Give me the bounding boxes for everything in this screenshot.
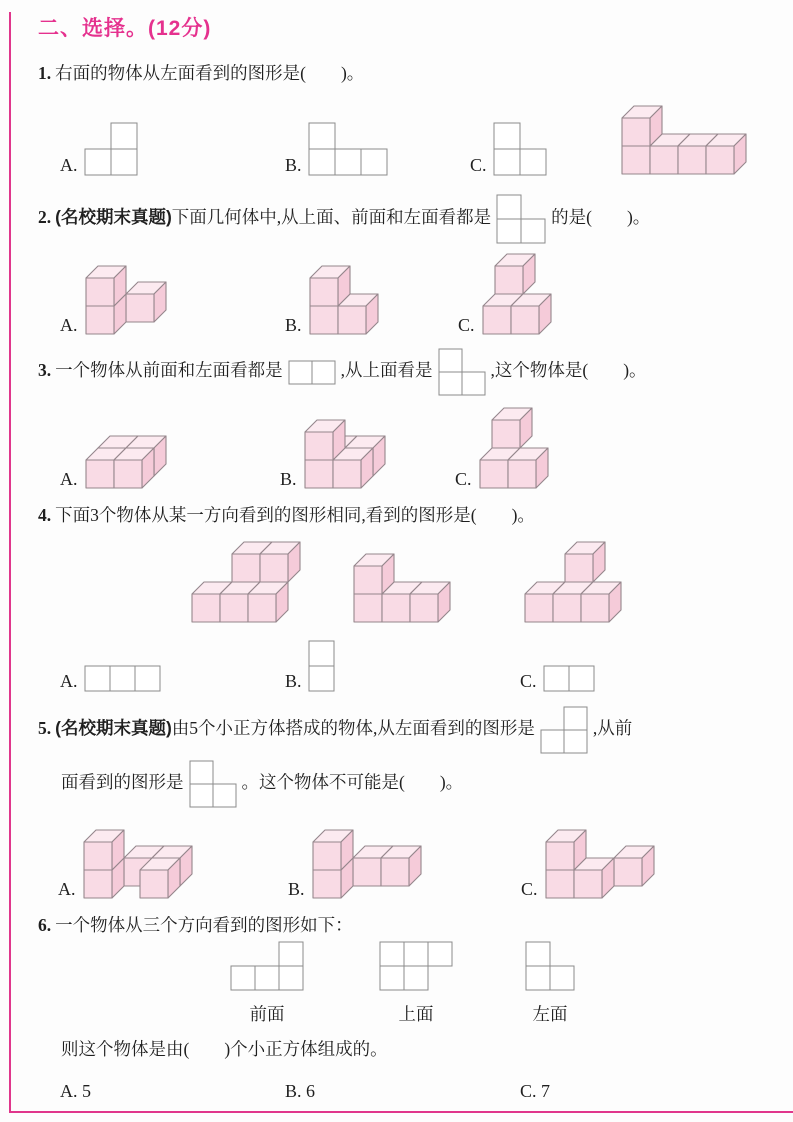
q4-figure-2-drawing — [352, 552, 452, 624]
q5-option-c — [521, 816, 656, 900]
q4-option-b-view-shape — [308, 640, 335, 692]
q5-option-b — [288, 816, 423, 900]
q4-option-a — [60, 665, 161, 692]
q6-option-b: B. 6 — [285, 1081, 316, 1101]
q2-option-a-label: A. — [60, 315, 78, 335]
q2-option-a-cube-figure — [84, 252, 168, 336]
question-6-text: 6. 一个物体从三个方向看到的图形如下： — [38, 915, 353, 935]
q4-option-a-view-shape — [84, 665, 161, 692]
question-1-text: 1. 右面的物体从左面看到的图形是( )。 — [38, 63, 365, 83]
question-4-options-row — [38, 638, 763, 692]
q6-left-view — [525, 941, 575, 1026]
question-5-options-row — [38, 814, 763, 900]
question-6-views-row — [38, 946, 763, 1026]
section-title: 二、选择。(12分) — [38, 17, 212, 40]
q3-option-c-label: C. — [455, 469, 472, 489]
q2-inline-view-shape — [496, 194, 546, 244]
q1-option-b — [285, 122, 388, 176]
question-6-text2: 则这个物体是由( )个小正方体组成的。 — [61, 1039, 388, 1059]
q2-option-a — [60, 252, 168, 336]
q1-option-c-view-shape — [493, 122, 547, 176]
q5-option-b-label: B. — [288, 879, 305, 899]
q3-inline-view-shape-1 — [288, 360, 336, 385]
question-2-number: 2. — [38, 207, 52, 228]
q6-front-view — [230, 941, 304, 1026]
q3-option-a-label: A. — [60, 469, 78, 489]
q5-option-a-label: A. — [58, 879, 76, 899]
page-bottom-border — [9, 1111, 793, 1113]
q4-figure-3 — [523, 540, 635, 624]
q1-option-b-view-shape — [308, 122, 388, 176]
q5-option-c-label: C. — [521, 879, 538, 899]
q5-option-a-cube-figure — [82, 816, 194, 900]
question-2-tag: (名校期末真题) — [55, 207, 172, 228]
question-2-text: 2. (名校期末真题)下面几何体中,从上面、前面和左面看都是 的是( )。 — [38, 192, 763, 246]
q5-inline-view-shape-2 — [189, 760, 237, 808]
question-3-number: 3. — [38, 360, 52, 381]
q3-inline-view-shape-2 — [438, 348, 486, 396]
q1-cube-figure — [620, 104, 748, 176]
q3-option-c — [455, 406, 562, 490]
q4-figure-1 — [190, 540, 302, 624]
q6-front-view-label: 前面 — [249, 1004, 285, 1024]
q6-front-view-shape — [230, 941, 304, 996]
q6-option-a: A. 5 — [60, 1081, 91, 1101]
q2-option-b-label: B. — [285, 315, 302, 335]
q6-top-view-label: 上面 — [398, 1004, 434, 1024]
q4-figure-2 — [352, 552, 452, 624]
q1-option-a-view-shape — [84, 122, 138, 176]
q3-option-b-label: B. — [280, 469, 297, 489]
q1-option-a — [60, 122, 138, 176]
q2-option-c-label: C. — [458, 315, 475, 335]
q4-option-c-view-shape — [543, 665, 595, 692]
q6-top-view — [379, 941, 453, 1026]
question-1-options-row — [38, 92, 763, 176]
question-4-number: 4. — [38, 505, 52, 525]
q2-option-b-cube-figure — [308, 264, 380, 336]
question-3-text: 3. 一个物体从前面和左面看都是 ,从上面看是 ,这个物体是( )。 — [38, 346, 763, 398]
q1-option-c-label: C. — [470, 155, 487, 175]
question-6-options-row — [38, 1076, 763, 1102]
q3-option-b — [280, 406, 387, 490]
question-3-options-row — [38, 406, 763, 490]
question-5-tag: (名校期末真题) — [55, 718, 172, 739]
q5-option-b-cube-figure — [311, 816, 423, 900]
question-5-text-line1: 5. (名校期末真题)由5个小正方体搭成的物体,从左面看到的图形是 ,从前 — [38, 704, 763, 756]
q3-option-c-cube-figure — [478, 406, 562, 490]
question-4-text: 4. 下面3个物体从某一方向看到的图形相同,看到的图形是( )。 — [38, 505, 535, 525]
q3-option-a-cube-figure — [84, 434, 168, 490]
q5-option-c-cube-figure — [544, 816, 656, 900]
question-2-options-row — [38, 252, 763, 336]
q1-option-b-label: B. — [285, 155, 302, 175]
question-5-text-line2: 面看到的图形是 。这个物体不可能是( )。 — [38, 758, 763, 810]
q2-option-b — [285, 264, 380, 336]
q6-left-view-label: 左面 — [532, 1004, 568, 1024]
q1-option-a-label: A. — [60, 155, 78, 175]
q3-option-b-cube-figure — [303, 406, 387, 490]
page-left-border — [9, 12, 11, 1113]
q2-option-c — [458, 252, 565, 336]
q6-top-view-shape — [379, 941, 453, 996]
q3-option-a — [60, 434, 168, 490]
q5-option-a — [58, 816, 194, 900]
q6-option-c: C. 7 — [520, 1081, 551, 1101]
q5-inline-view-shape-1 — [540, 706, 588, 754]
question-1-number: 1. — [38, 63, 52, 83]
question-5-number: 5. — [38, 718, 52, 739]
q1-cube-figure-drawing — [620, 104, 748, 176]
q4-option-a-label: A. — [60, 671, 78, 691]
q4-figure-1-drawing — [190, 540, 302, 624]
q4-option-c-label: C. — [520, 671, 537, 691]
question-6-number: 6. — [38, 915, 52, 935]
q4-option-c — [520, 665, 595, 692]
q1-option-c — [470, 122, 547, 176]
q6-left-view-shape — [525, 941, 575, 996]
question-4-figures-row — [38, 538, 763, 624]
q4-option-b-label: B. — [285, 671, 302, 691]
q4-option-b — [285, 640, 335, 692]
q2-option-c-cube-figure — [481, 252, 565, 336]
q4-figure-3-drawing — [523, 540, 635, 624]
